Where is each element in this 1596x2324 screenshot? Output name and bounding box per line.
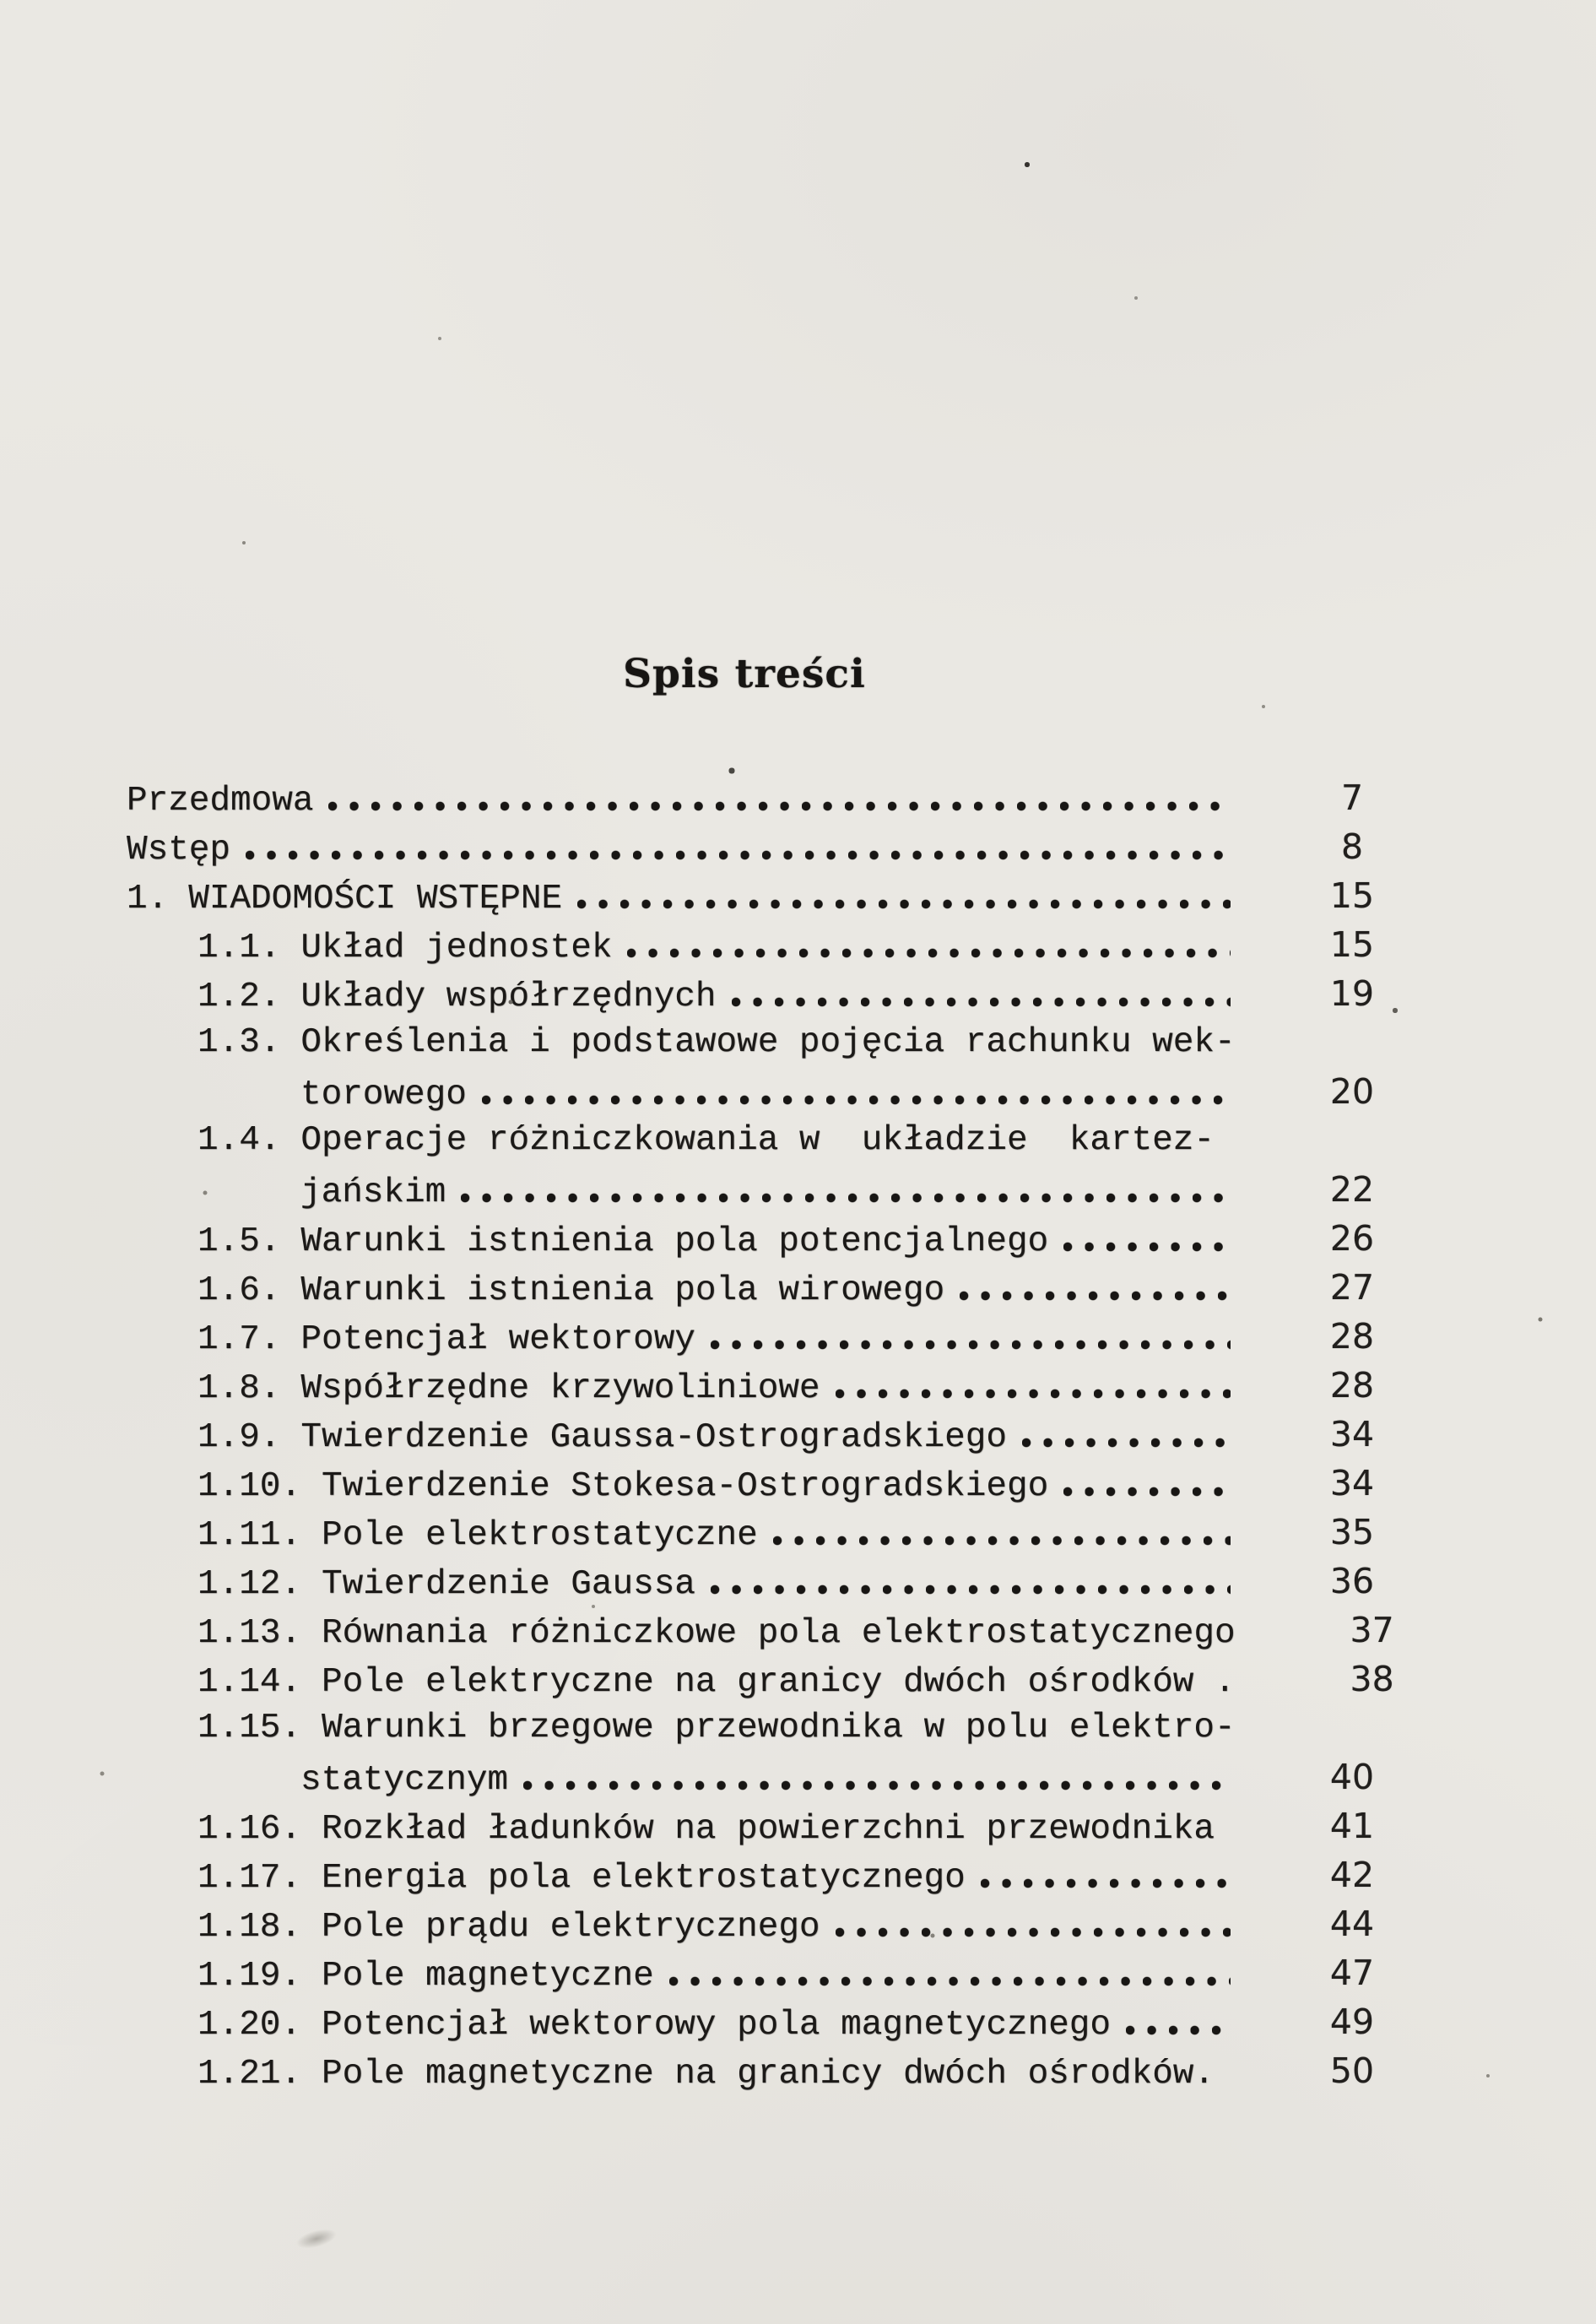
toc-entry-page-number: 44 [1329,1904,1375,1944]
toc-entry-page-number: 50 [1329,2050,1375,2091]
toc-entry-number: 1.7. [197,1320,281,1359]
toc-entry-page-number: 28 [1329,1365,1375,1406]
paper-smudge [285,2219,349,2257]
toc-entry-page-number: 19 [1329,973,1375,1014]
dot-leader [773,1535,1231,1547]
toc-entry-page-number: 42 [1329,1855,1375,1895]
toc-entry-page-number: 34 [1329,1463,1375,1503]
toc-entry-number: 1.8. [197,1369,281,1408]
toc-row [127,1018,1403,1067]
toc-entry-title: Warunki brzegowe przewodnika w polu elektro- [322,1709,1236,1747]
toc-entry-page-number: 35 [1329,1512,1375,1552]
toc-entry-title: Pole magnetyczne [322,1957,654,1996]
dot-leader [523,1780,1231,1791]
toc-entry-page-number: 8 [1340,826,1364,867]
toc-entry-page-number: 26 [1329,1218,1375,1259]
toc-entry-number: 1. [127,880,169,918]
dot-leader [1230,1828,1231,1840]
toc-row [127,822,1403,871]
toc-entry-number: 1.1. [197,929,281,967]
toc-entry-title: Twierdzenie Gaussa [322,1565,695,1604]
dot-leader [1063,1241,1231,1253]
toc-entry-number: 1.15. [197,1709,302,1747]
dot-leader [669,1975,1231,1987]
toc-entry-title: statycznym [300,1761,509,1800]
dot-leader [627,947,1231,959]
toc-entry-page-number: 49 [1329,2002,1375,2042]
toc-entry-title: Przedmowa [127,782,314,821]
toc-row [127,1067,1403,1116]
toc-row [127,1165,1403,1214]
toc-entry-page-number: 40 [1329,1757,1375,1797]
toc-row [127,1997,1403,2046]
dot-leader [711,1584,1231,1595]
toc-row [127,1752,1403,1801]
toc-entry-title: Potencjał wektorowy [300,1320,695,1359]
toc-entry-number: 1.5. [197,1222,281,1261]
paper-dust-specks [0,0,2,2]
toc-entry-number: 1.20. [197,2006,302,2045]
dot-leader [1230,1143,1231,1155]
toc-entry-number: 1.18. [197,1908,302,1947]
toc-row [127,1606,1403,1655]
dot-leader [1022,1437,1231,1449]
page-title: Spis treści [623,651,866,698]
toc-entry-page-number: 41 [1329,1806,1375,1846]
toc-entry-title: jańskim [300,1173,446,1212]
toc-entry-title: Potencjał wektorowy pola magnetycznego [322,2006,1111,2045]
toc-entry-number: 1.21. [197,2055,302,2094]
toc-entry-number: 1.14. [197,1663,302,1702]
toc-row [127,1557,1403,1606]
dot-leader [711,1339,1231,1351]
toc-entry-number: 1.9. [197,1418,281,1457]
toc-entry-number: 1.6. [197,1271,281,1310]
toc-entry-title: Operacje różniczkowania w układzie kartez- [300,1121,1215,1160]
toc-entry-number: 1.16. [197,1810,302,1849]
toc-entry-page-number: 36 [1329,1561,1375,1601]
toc-entry-page-number: 22 [1329,1169,1375,1210]
toc-entry-title: Energia pola elektrostatycznego [322,1859,966,1898]
dot-leader [577,898,1231,910]
toc-entry-page-number: 20 [1329,1071,1375,1112]
toc-entry-number: 1.4. [197,1121,281,1160]
toc-entry-title: Warunki istnienia pola wirowego [300,1271,945,1310]
toc-entry-title: Wstęp [127,831,231,869]
toc-entry-page-number: 47 [1329,1953,1375,1993]
toc-row [127,1704,1403,1752]
toc-row [127,1312,1403,1361]
toc-row [127,1508,1403,1557]
toc-entry-page-number: 27 [1329,1267,1375,1308]
toc-entry-title: Pole magnetyczne na granicy dwóch ośrodków. [322,2055,1215,2094]
dot-leader [981,1877,1231,1889]
toc-entry-title: Układ jednostek [300,929,613,967]
toc-row [127,1801,1403,1850]
toc-entry-title: Równania różniczkowe pola elektrostatycznego [322,1614,1236,1653]
toc-row [127,1899,1403,1948]
toc-entry-number: 1.10. [197,1467,302,1506]
toc-row [127,1263,1403,1312]
toc-entry-title: Rozkład ładunków na powierzchni przewodnika [322,1810,1215,1849]
dot-leader [1126,2024,1231,2036]
toc-entry-number: 1.17. [197,1859,302,1898]
toc-entry-title: Pole elektrostatyczne [322,1516,758,1555]
toc-row [127,2046,1403,2095]
dot-leader [960,1290,1231,1302]
dot-leader [836,1926,1231,1938]
toc-entry-number: 1.11. [197,1516,302,1555]
toc-row [127,773,1403,822]
toc-entry-number: 1.13. [197,1614,302,1653]
dot-leader [732,996,1231,1008]
toc-entry-title: Warunki istnienia pola potencjalnego [300,1222,1049,1261]
toc-entry-page-number: 15 [1329,924,1375,965]
toc-row [127,920,1403,969]
toc-entry-title: WIADOMOŚCI WSTĘPNE [188,880,563,918]
toc-row [127,1655,1403,1704]
dot-leader [461,1192,1231,1204]
toc-row [127,1214,1403,1263]
toc-entry-page-number: 37 [1350,1610,1394,1650]
toc-entry-title: Układy współrzędnych [300,978,717,1016]
toc-entry-title: Współrzędne krzywoliniowe [300,1369,820,1408]
toc-row [127,1361,1403,1410]
dot-leader [836,1388,1231,1400]
toc-entry-number: 1.12. [197,1565,302,1604]
toc-entry-page-number: 7 [1340,777,1364,818]
toc-row [127,1410,1403,1459]
toc-entry-page-number: 28 [1329,1316,1375,1357]
dot-leader [482,1094,1231,1106]
toc-row [127,969,1403,1018]
toc-row [127,1459,1403,1508]
toc-row [127,1116,1403,1165]
table-of-contents [127,773,1403,2095]
toc-entry-number: 1.2. [197,978,281,1016]
dot-leader [1230,2073,1231,2085]
toc-entry-title: torowego [300,1075,467,1114]
toc-row [127,871,1403,920]
toc-entry-title: Pole prądu elektrycznego [322,1908,820,1947]
dot-leader [1063,1486,1231,1498]
toc-row [127,1948,1403,1997]
toc-entry-page-number: 15 [1329,875,1375,916]
toc-entry-page-number: 38 [1350,1659,1394,1699]
dot-leader [246,849,1231,861]
toc-entry-number: 1.19. [197,1957,302,1996]
toc-entry-title: Twierdzenie Stokesa-Ostrogradskiego [322,1467,1049,1506]
toc-entry-number: 1.3. [197,1023,281,1062]
toc-entry-title: Określenia i podstawowe pojęcia rachunku wek- [300,1023,1236,1062]
dot-leader [328,800,1231,812]
toc-entry-title: Pole elektryczne na granicy dwóch ośrodków . [322,1663,1236,1702]
toc-entry-title: Twierdzenie Gaussa-Ostrogradskiego [300,1418,1007,1457]
toc-row [127,1850,1403,1899]
toc-entry-page-number: 34 [1329,1414,1375,1455]
